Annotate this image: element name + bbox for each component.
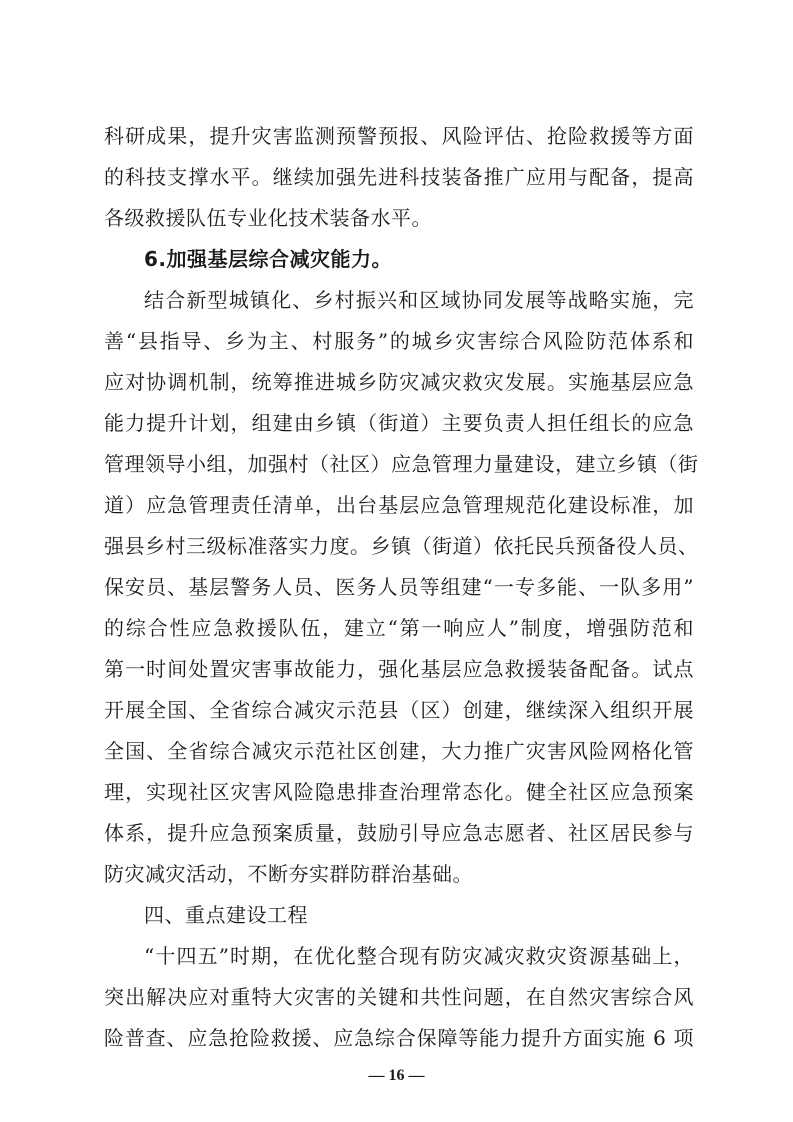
subsection-heading: 6.加强基层综合减灾能力。: [144, 247, 393, 271]
body-text-line: 结合新型城镇化、乡村振兴和区域协同发展等战略实施，完: [144, 288, 694, 312]
body-text-line: 险普查、应急抢险救援、应急综合保障等能力提升方面实施 6 项: [104, 1026, 694, 1050]
body-text-line: 第一时间处置灾害事故能力，强化基层应急救援装备配备。试点: [104, 657, 694, 681]
body-text-line: 道）应急管理责任清单，出台基层应急管理规范化建设标准，加: [104, 493, 694, 517]
body-text-line: 突出解决应对重特大灾害的关键和共性问题，在自然灾害综合风: [104, 985, 694, 1009]
body-text-line: 全国、全省综合减灾示范社区创建，大力推广灾害风险网格化管: [104, 739, 694, 763]
body-text-line: 开展全国、全省综合减灾示范县（区）创建，继续深入组织开展: [104, 698, 694, 722]
body-text-line: 科研成果，提升灾害监测预警预报、风险评估、抢险救援等方面: [104, 124, 694, 148]
body-text-line: 的科技支撑水平。继续加强先进科技装备推广应用与配备，提高: [104, 165, 694, 189]
body-text-line: 防灾减灾活动，不断夯实群防群治基础。: [104, 862, 473, 886]
body-text-line: 能力提升计划，组建由乡镇（街道）主要负责人担任组长的应急: [104, 411, 694, 435]
body-text-line: 各级救援队伍专业化技术装备水平。: [104, 206, 432, 230]
body-text-line: 善“县指导、乡为主、村服务”的城乡灾害综合风险防范体系和: [104, 329, 694, 353]
body-text-line: 体系，提升应急预案质量，鼓励引导应急志愿者、社区居民参与: [104, 821, 694, 845]
body-text-line: 保安员、基层警务人员、医务人员等组建“一专多能、一队多用”: [104, 575, 694, 599]
page-number: — 16 —: [368, 1067, 425, 1084]
section-heading: 四、重点建设工程: [144, 903, 308, 927]
body-text-line: 理，实现社区灾害风险隐患排查治理常态化。健全社区应急预案: [104, 780, 694, 804]
body-text-line: 强县乡村三级标准落实力度。乡镇（街道）依托民兵预备役人员、: [104, 534, 699, 558]
body-text-line: 管理领导小组，加强村（社区）应急管理力量建设，建立乡镇（街: [104, 452, 699, 476]
body-text-line: 应对协调机制，统筹推进城乡防灾减灾救灾发展。实施基层应急: [104, 370, 694, 394]
body-text-line: “十四五”时期，在优化整合现有防灾减灾救灾资源基础上，: [144, 944, 694, 968]
body-text-line: 的综合性应急救援队伍，建立“第一响应人”制度，增强防范和: [104, 616, 694, 640]
